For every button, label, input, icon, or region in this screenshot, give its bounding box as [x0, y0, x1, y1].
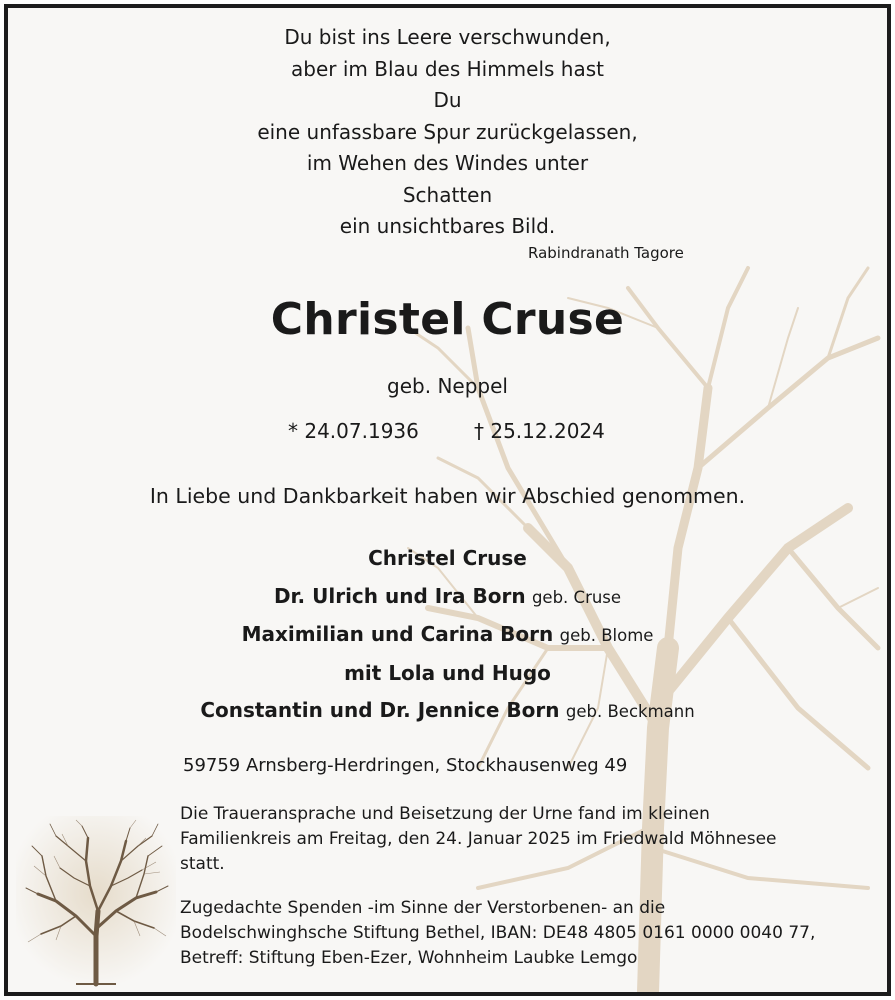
poem-line: Du bist ins Leere verschwunden,	[284, 25, 611, 49]
mourner-name: Maximilian und Carina Born	[241, 622, 554, 646]
mourner-maiden-name: geb. Cruse	[531, 587, 622, 607]
deceased-name: Christel Cruse	[270, 294, 625, 345]
death-date: † 25.12.2024	[474, 419, 605, 443]
poem-author: Rabindranath Tagore	[528, 244, 684, 262]
donation-notice	[180, 896, 880, 971]
donation-line: Betreff: Stiftung Eben-Ezer, Wohnheim Laubke Lemgo	[180, 948, 638, 968]
notice-line: Die Traueransprache und Beisetzung der Urne fand im kleinen	[180, 804, 710, 824]
mourner-maiden-name: geb. Beckmann	[565, 702, 695, 721]
poem-line: Schatten	[402, 182, 493, 207]
address: 59759 Arnsberg-Herdringen, Stockhausenweg 49	[183, 755, 628, 776]
donation-line: Bodelschwinghsche Stiftung Bethel, IBAN: DE48 4805 0161 0000 0040 77,	[180, 923, 816, 943]
mourner-entry	[8, 692, 887, 731]
poem-line: aber im Blau des Himmels hast	[291, 56, 604, 81]
poem-line: im Wehen des Windes unter	[306, 151, 589, 175]
donation-line: Zugedachte Spenden -im Sinne der Verstorbenen- an die	[180, 898, 666, 918]
obituary-frame	[4, 4, 891, 996]
mourner-entry	[8, 540, 887, 578]
birth-date: * 24.07.1936	[288, 419, 419, 443]
poem-line: eine unfassbare Spur zurückgelassen,	[257, 119, 638, 144]
mourner-entry	[8, 616, 887, 655]
notice-line: statt.	[180, 854, 225, 874]
mourner-name: mit Lola und Hugo	[344, 660, 551, 685]
poem-line: Du	[433, 88, 462, 112]
mourner-entry	[8, 655, 887, 693]
poem-line: ein unsichtbares Bild.	[339, 214, 556, 238]
farewell-text: In Liebe und Dankbarkeit haben wir Abschied genommen.	[149, 484, 746, 508]
mourner-entry	[8, 578, 887, 617]
mourner-name: Constantin und Dr. Jennice Born	[200, 698, 560, 722]
mourner-name: Christel Cruse	[368, 546, 527, 570]
mourners-list	[8, 540, 887, 731]
notice-line: Familienkreis am Freitag, den 24. Januar 2025 im Friedwald Möhnesee	[180, 829, 777, 849]
funeral-notice	[180, 802, 880, 877]
mourner-name: Dr. Ulrich und Ira Born	[273, 583, 526, 608]
poem	[8, 22, 887, 243]
birth-name: geb. Neppel	[387, 374, 508, 398]
mourner-maiden-name: geb. Blome	[559, 626, 654, 645]
